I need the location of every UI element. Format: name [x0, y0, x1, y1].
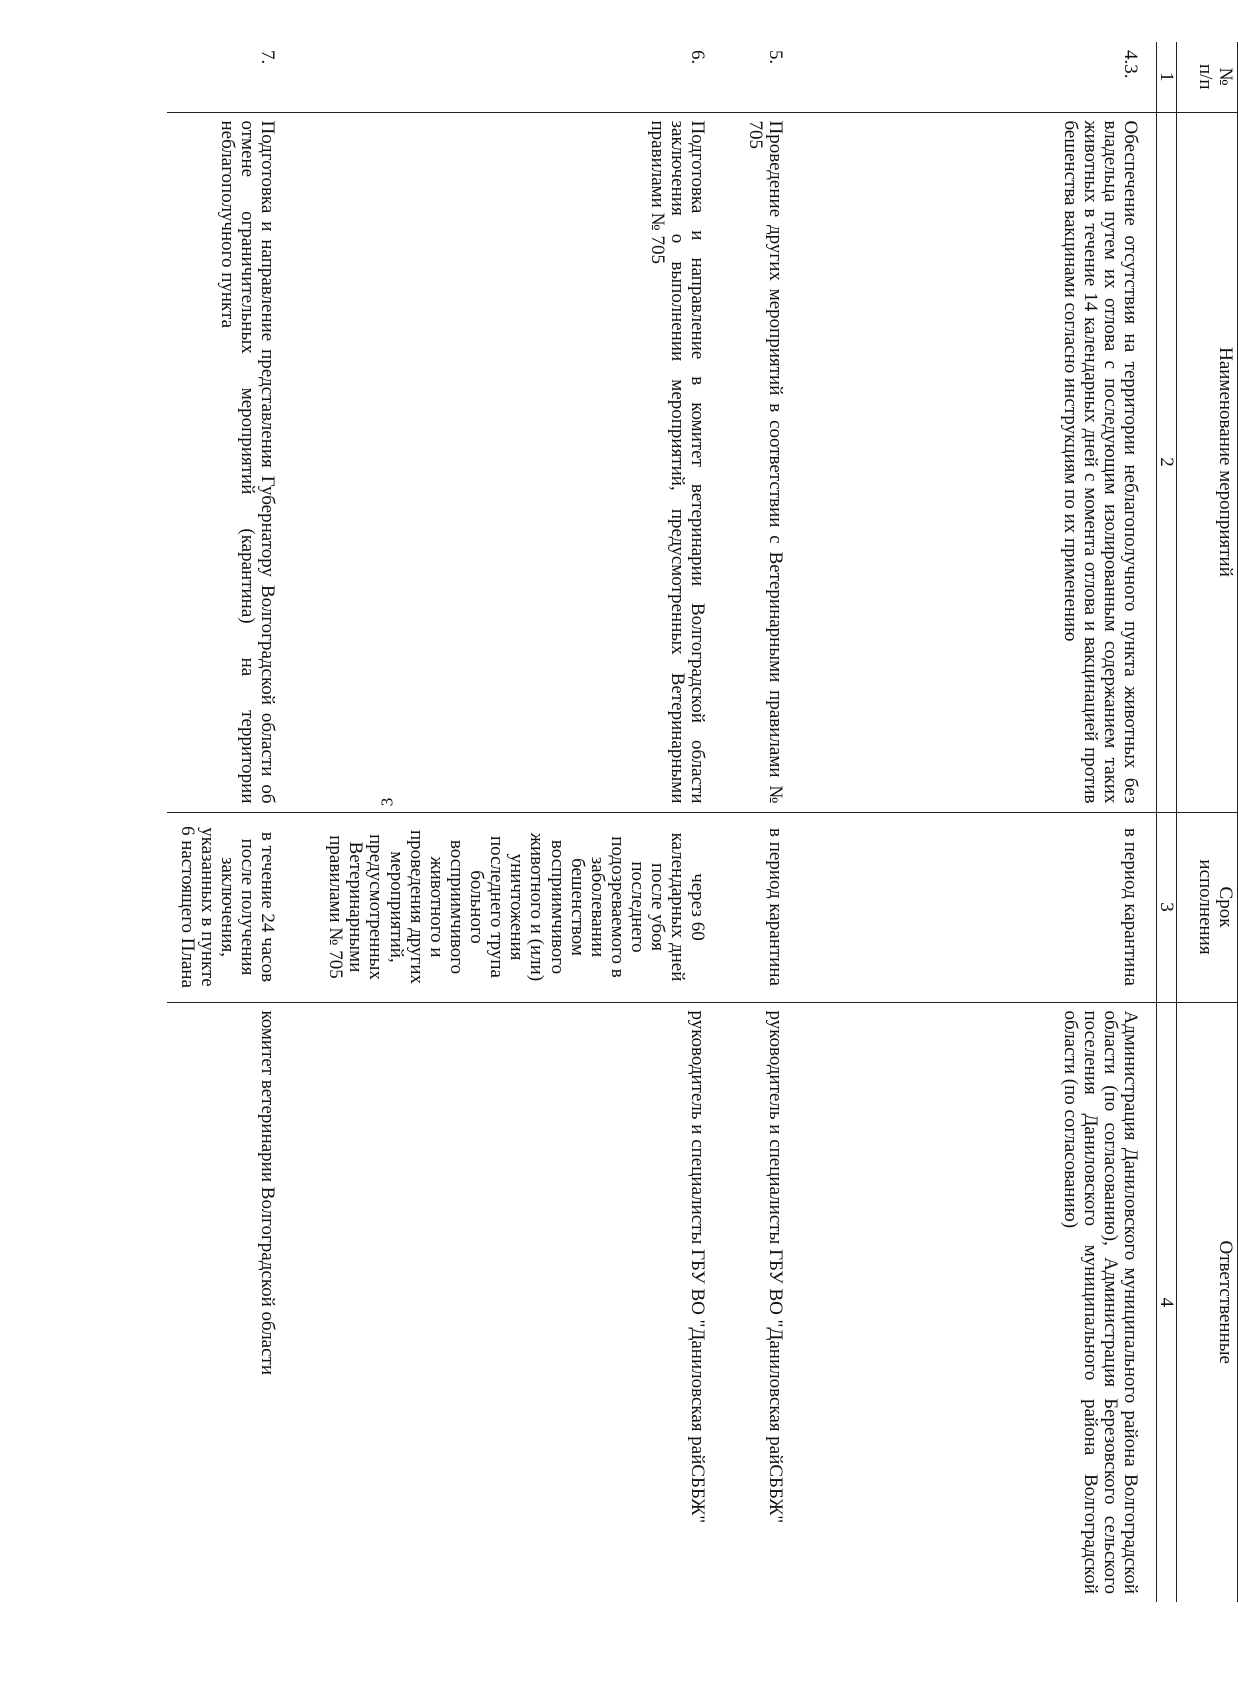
table-row — [724, 42, 802, 1602]
column-number: 1 — [1157, 42, 1177, 112]
page-number: 3 — [377, 797, 397, 807]
measure-name: Подготовка и направление представления Губернатору Волгоградской области об отмене ограничительных мероприятий (карантина) на территории неблагополучного пункта — [167, 112, 294, 812]
column-number: 2 — [1157, 112, 1177, 812]
measure-responsible: Администрация Даниловского муниципального района Волгоградской области (по согласованию), Администрация Березовского сельского поселения Даниловского муниципального района Волгоградской области (по согласованию) — [802, 1002, 1157, 1602]
row-number: 7. — [257, 50, 279, 65]
measure-responsible: руководитель и специалисты ГБУ ВО "Даниловская райСББЖ" — [724, 1002, 802, 1602]
row-number: 5. — [765, 50, 787, 65]
header-responsible: Ответственные — [1177, 1002, 1238, 1602]
measure-responsible: руководитель и специалисты ГБУ ВО "Даниловская райСББЖ" — [294, 1002, 724, 1602]
measure-term: в течение 24 часов после получения заключения, указанных в пункте 6 настоящего Плана — [167, 812, 294, 1002]
measure-term: через 60 календарных дней после убоя последнего подозреваемого в заболевании бешенством восприимчивого животного и (или) уничтожения последнего трупа больного восприимчивого животного и проведения других мероприятий, предусмотренных Ветеринарными правилами № 705 — [294, 812, 724, 1002]
measures-table — [167, 42, 1238, 1602]
table-header-row — [1177, 42, 1238, 1602]
header-number: № п/п — [1177, 42, 1238, 112]
table-row — [294, 42, 724, 1602]
measure-term: в период карантина — [724, 812, 802, 1002]
measure-name: Подготовка и направление в комитет ветеринарии Волгоградской области заключения о выполнении мероприятий, предусмотренных Ветеринарными правилами № 705 — [294, 112, 724, 812]
header-term: Срок исполнения — [1177, 812, 1238, 1002]
rotated-table-container — [163, 42, 1238, 1602]
table-row — [167, 42, 294, 1602]
measure-name: Проведение других мероприятий в соответствии с Ветеринарными правилами № 705 — [724, 112, 802, 812]
table-row — [802, 42, 1157, 1602]
row-number: 6. — [687, 50, 709, 65]
column-number-row — [1157, 42, 1177, 1602]
column-number: 3 — [1157, 812, 1177, 1002]
measure-term: в период карантина — [802, 812, 1157, 1002]
header-name: Наименование мероприятий — [1177, 112, 1238, 812]
measure-responsible: комитет ветеринарии Волгоградской области — [167, 1002, 294, 1602]
measure-name: Обеспечение отсутствия на территории неблагополучного пункта животных без владельца путем их отлова с последующим изолированным содержанием таких животных в течение 14 календарных дней с момента отлова и вакцинацией против бешенства вакцинами согласно инструкциям по их применению — [802, 112, 1157, 812]
column-number: 4 — [1157, 1002, 1177, 1602]
row-number: 4.3. — [1120, 50, 1141, 79]
